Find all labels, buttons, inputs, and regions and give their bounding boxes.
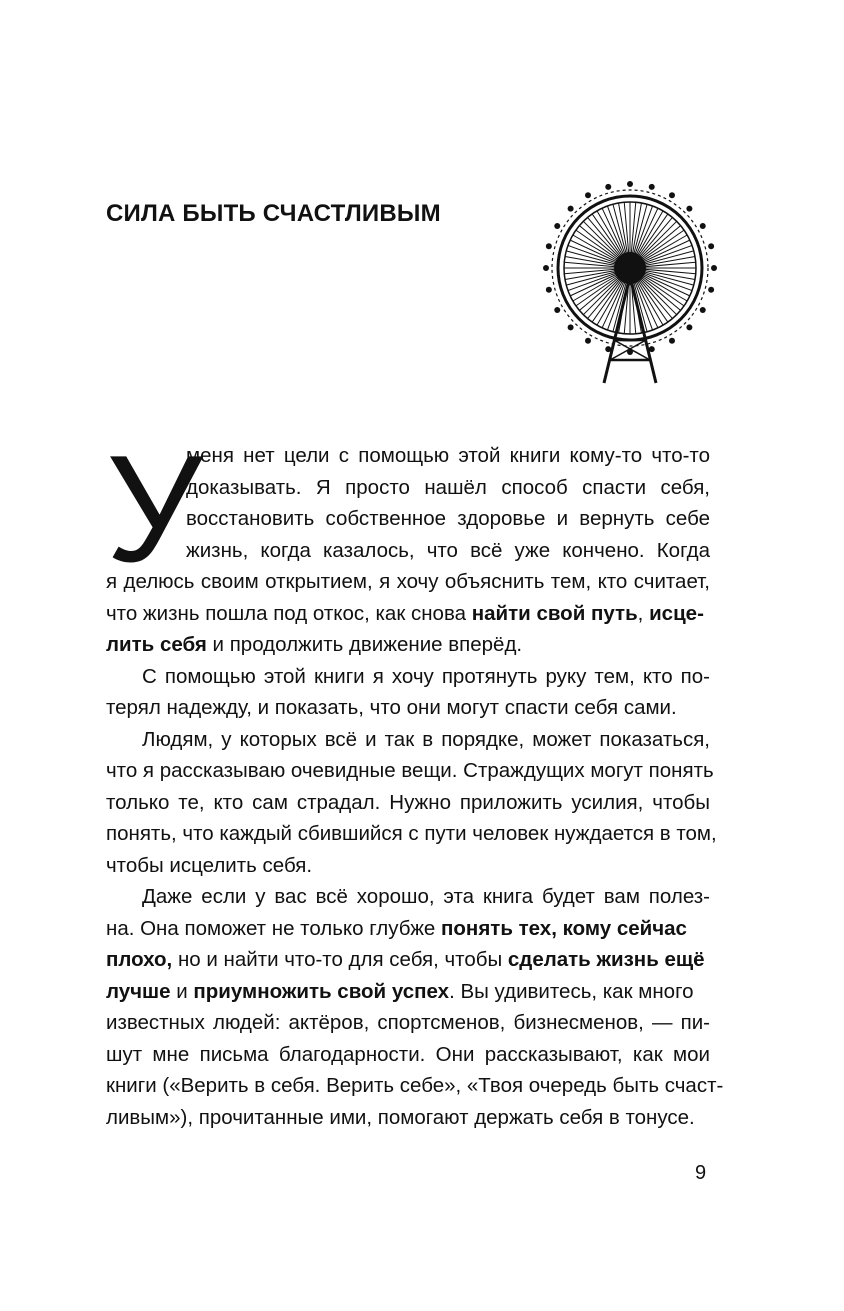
text-line: книги («Верить в себя. Верить себе», «Твоя очередь быть счаст- [106, 1074, 724, 1097]
bold-phrase: понять тех, кому сейчас [441, 916, 687, 940]
drop-cap: У [106, 424, 203, 594]
text-line: известных людей: актёров, спортсменов, бизнесменов, — пи- [106, 1011, 710, 1034]
bold-phrase: лучше [106, 979, 171, 1003]
text-line: ливым»), прочитанные ими, помогают держать себя в тонусе. [106, 1105, 695, 1129]
text-line: лучше и приумножить свой успех. Вы удивитесь, как много [106, 979, 694, 1003]
text-line: восстановить собственное здоровье и вернуть себе [186, 507, 710, 530]
text-line: на. Она поможет не только глубже понять тех, кому сейчас [106, 916, 687, 940]
text-line: лить себя и продолжить движение вперёд. [106, 633, 523, 656]
text-line: С помощью этой книги я хочу протянуть руку тем, кто по- [142, 664, 710, 688]
text-line: шут мне письма благодарности. Они рассказывают, как мои [106, 1042, 710, 1066]
bold-phrase: лить себя [106, 633, 207, 656]
text-line: только те, кто сам страдал. Нужно приложить усилия, чтобы [106, 790, 710, 814]
text-line: понять, что каждый сбившийся с пути человек нуждается в том, [106, 822, 717, 845]
text-line: что я рассказываю очевидные вещи. Страждущих могут понять [106, 759, 714, 782]
bold-phrase: найти свой путь [471, 601, 638, 625]
text-line: чтобы исцелить себя. [106, 853, 313, 877]
bold-phrase: сделать жизнь ещё [507, 948, 705, 971]
text-line: что жизнь пошла под откос, как снова найти свой путь, исце- [106, 601, 704, 625]
text-line: жизнь, когда казалось, что всё уже кончено. Когда [186, 538, 710, 562]
body-text [106, 424, 724, 1133]
page-number: 9 [695, 1162, 707, 1184]
bold-phrase: исце- [649, 601, 704, 625]
bold-phrase: плохо, [106, 948, 173, 971]
text-line: я делюсь своим открытием, я хочу объяснить тем, кто считает, [106, 570, 710, 593]
text-line: меня нет цели с помощью этой книги кому-то что-то [186, 444, 710, 467]
text-line: доказывать. Я просто нашёл способ спасти себя, [186, 475, 710, 499]
text-line: плохо, но и найти что-то для себя, чтобы сделать жизнь ещё [106, 948, 705, 971]
text-line: Людям, у которых всё и так в порядке, может показаться, [142, 727, 710, 751]
ferris-wheel-illustration [540, 180, 720, 385]
text-line: терял надежду, и показать, что они могут спасти себя сами. [106, 696, 677, 719]
page-title: СИЛА БЫТЬ СЧАСТЛИВЫМ [106, 200, 441, 227]
bold-phrase: приумножить свой успех [193, 979, 450, 1003]
text-line: Даже если у вас всё хорошо, эта книга будет вам полез- [142, 885, 710, 908]
